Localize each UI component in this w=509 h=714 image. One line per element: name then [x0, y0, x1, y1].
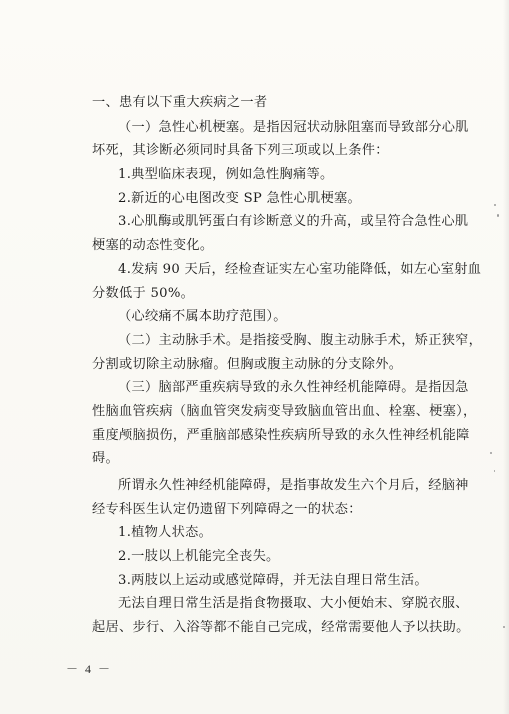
paragraph-line: （心绞痛不属本助疗范围）。 — [118, 309, 287, 325]
section-heading: 一、患有以下重大疾病之一者 — [92, 95, 268, 110]
scan-speck — [494, 204, 496, 206]
paragraph-line: 所谓永久性神经机能障碍，是指事故发生六个月后，经脑神 — [118, 478, 469, 493]
paragraph-line: 经专科医生认定仍遗留下列障碍之一的状态： — [92, 501, 362, 517]
paragraph-line: （三）脑部严重疾病导致的永久性神经机能障碍。是指因急 — [118, 380, 469, 396]
paragraph-line: 坏死，其诊断必须同时具备下列三项或以上条件： — [92, 143, 389, 159]
paragraph-line: 3.心肌酶或肌钙蛋白有诊断意义的升高，或呈符合急性心肌 — [118, 214, 469, 230]
scan-speck — [490, 452, 492, 454]
paragraph-line: 4.发病 90 天后，经检查证实左心室功能降低，如左心室射血 — [118, 261, 482, 277]
paragraph-line: 3.两肢以上运动或感觉障碍，并无法自理日常生活。 — [118, 572, 428, 588]
paragraph-line: 性脑血管疾病（脑血管突发病变导致脑血管出血、栓塞、梗塞）， — [92, 403, 477, 419]
scan-speck — [503, 626, 505, 628]
paragraph-line: 起居、步行、入浴等都不能自己完成，经常需要他人予以扶助。 — [92, 620, 470, 636]
paragraph-line: 无法自理日常生活是指食物摄取、大小便始末、穿脱衣服、 — [118, 596, 469, 612]
paragraph-line: 2.一肢以上机能完全丧失。 — [118, 549, 280, 565]
paragraph-line: 1.植物人状态。 — [118, 525, 213, 541]
page-number: － 4 － — [66, 662, 113, 676]
paragraph-line: 2.新近的心电图改变 SP 急性心肌梗塞。 — [118, 190, 361, 206]
paragraph-line: 1.典型临床表现，例如急性胸痛等。 — [118, 167, 334, 183]
paragraph-line: 分数低于 50%。 — [92, 285, 195, 301]
page-edge-shadow — [503, 0, 509, 714]
paragraph-line: （二）主动脉手术。是指接受胸、腹主动脉手术，矫正狭窄， — [118, 332, 483, 348]
scan-speck — [494, 470, 495, 472]
paragraph-line: 重度颅脑损伤，严重脑部感染性疾病所导致的永久性神经机能障 — [92, 427, 470, 443]
document-body — [92, 91, 483, 640]
scan-speck — [497, 214, 499, 217]
paragraph-line: 分割或切除主动脉瘤。但胸或腹主动脉的分支除外。 — [92, 356, 403, 372]
paragraph-line: 碍。 — [92, 451, 119, 467]
paragraph-line: （一）急性心机梗塞。是指因冠状动脉阻塞而导致部分心肌 — [118, 119, 469, 135]
paragraph-line: 梗塞的动态性变化。 — [92, 238, 214, 254]
